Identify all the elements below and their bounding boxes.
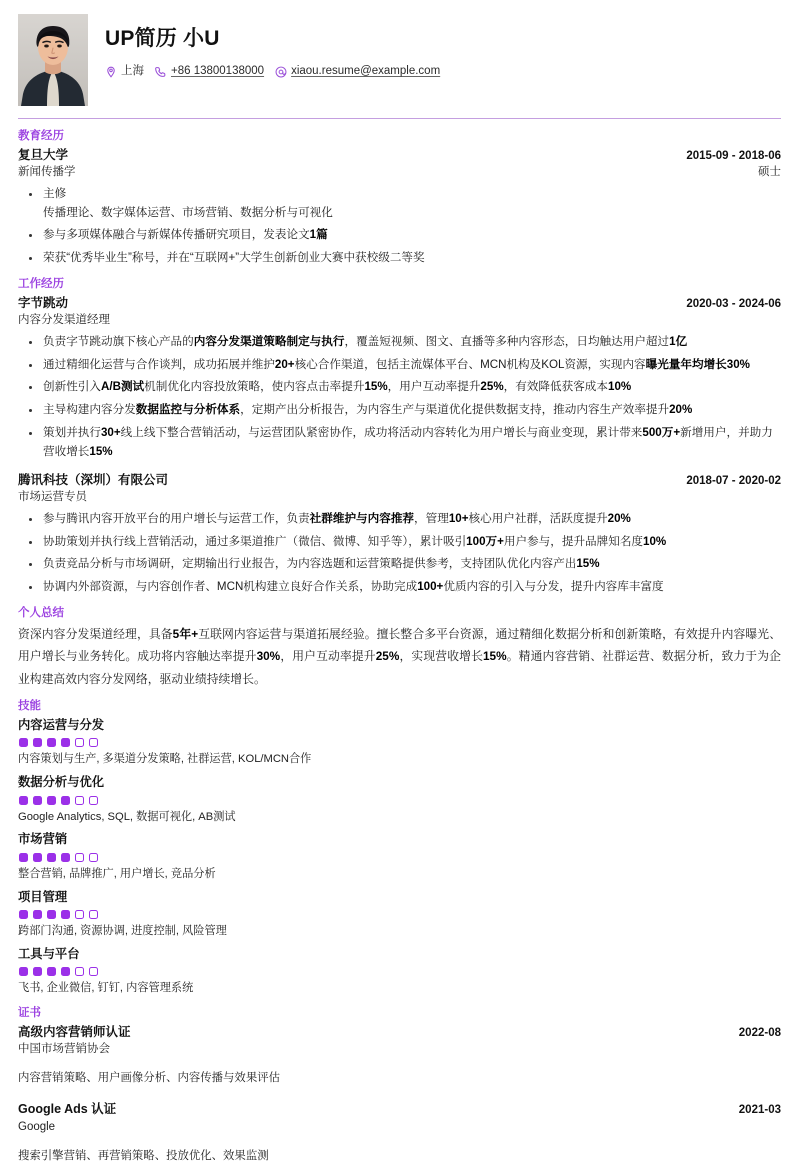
education-school: 复旦大学 bbox=[18, 147, 69, 162]
rating-dot-filled bbox=[19, 910, 28, 919]
skill-item bbox=[18, 945, 781, 997]
skill-description: 跨部门沟通, 资源协调, 进度控制, 风险管理 bbox=[18, 925, 227, 938]
education-entry bbox=[18, 146, 781, 268]
skill-rating bbox=[19, 738, 781, 747]
section-title-skills: 技能 bbox=[18, 700, 41, 713]
skill-rating bbox=[19, 910, 781, 919]
rating-dot-empty bbox=[75, 910, 84, 919]
education-major: 新闻传播学 bbox=[18, 166, 76, 179]
certificate-description: 内容营销策略、用户画像分析、内容传播与效果评估 bbox=[18, 1071, 280, 1084]
work-bullets bbox=[18, 510, 781, 597]
list-item: 参与腾讯内容开放平台的用户增长与运营工作，负责社群维护与内容推荐，管理10+核心用户社群，活跃度提升20% bbox=[18, 510, 781, 529]
list-item: 参与多项媒体融合与新媒体传播研究项目，发表论文1篇 bbox=[18, 226, 781, 245]
header-body bbox=[105, 14, 781, 79]
skill-name: 工具与平台 bbox=[18, 946, 80, 961]
rating-dot-filled bbox=[47, 967, 56, 976]
phone-icon bbox=[155, 66, 167, 78]
skill-name: 项目管理 bbox=[18, 889, 68, 904]
work-entry bbox=[18, 471, 781, 597]
list-item bbox=[18, 185, 781, 223]
work-date: 2020-03 - 2024-06 bbox=[686, 297, 781, 310]
education-bullets bbox=[18, 185, 781, 268]
resume-header bbox=[18, 14, 781, 116]
list-item: 负责字节跳动旗下核心产品的内容分发渠道策略制定与执行，覆盖短视频、图文、直播等多种内容形态，日均触达用户超过1亿 bbox=[18, 333, 781, 352]
skill-description: 飞书, 企业微信, 钉钉, 内容管理系统 bbox=[18, 982, 194, 995]
work-date: 2018-07 - 2020-02 bbox=[686, 474, 781, 487]
contact-phone[interactable] bbox=[155, 64, 264, 79]
skill-description: 整合营销, 品牌推广, 用户增长, 竞品分析 bbox=[18, 867, 216, 880]
rating-dot-empty bbox=[89, 967, 98, 976]
certificate-date: 2021-03 bbox=[738, 1104, 781, 1117]
list-item: 协调内外部资源，与内容创作者、MCN机构建立良好合作关系，协助完成100+优质内容的引入与分发，提升内容库丰富度 bbox=[18, 578, 781, 597]
section-certificates bbox=[18, 1006, 781, 1162]
rating-dot-filled bbox=[19, 853, 28, 862]
rating-dot-filled bbox=[61, 910, 70, 919]
contact-location bbox=[105, 64, 144, 79]
list-item: 协助策划并执行线上营销活动，通过多渠道推广（微信、微博、知乎等），累计吸引100万+用户参与，提升品牌知名度10% bbox=[18, 533, 781, 552]
certificate-issuer: Google bbox=[18, 1120, 56, 1133]
skill-item bbox=[18, 773, 781, 825]
certificate-date: 2022-08 bbox=[738, 1026, 781, 1039]
work-company: 字节跳动 bbox=[18, 295, 69, 310]
contact-email-text[interactable]: xiaou.resume@example.com bbox=[291, 65, 441, 78]
work-role: 内容分发渠道经理 bbox=[18, 314, 110, 327]
rating-dot-filled bbox=[19, 967, 28, 976]
list-item: 策划并执行30+线上线下整合营销活动，与运营团队紧密协作，成功将活动内容转化为用户增长与商业变现，累计带来500万+新增用户，并助力营收增长15% bbox=[18, 424, 781, 462]
skill-item bbox=[18, 888, 781, 940]
rating-dot-filled bbox=[47, 738, 56, 747]
rating-dot-filled bbox=[33, 967, 42, 976]
rating-dot-filled bbox=[33, 796, 42, 805]
rating-dot-empty bbox=[89, 910, 98, 919]
rating-dot-empty bbox=[75, 967, 84, 976]
rating-dot-filled bbox=[33, 738, 42, 747]
rating-dot-filled bbox=[19, 796, 28, 805]
skill-rating bbox=[19, 796, 781, 805]
rating-dot-filled bbox=[33, 910, 42, 919]
certificate-description: 搜索引擎营销、再营销策略、投放优化、效果监测 bbox=[18, 1149, 269, 1162]
skill-description: 内容策划与生产, 多渠道分发策略, 社群运营, KOL/MCN合作 bbox=[18, 753, 312, 766]
rating-dot-empty bbox=[89, 853, 98, 862]
rating-dot-filled bbox=[61, 853, 70, 862]
page-title: UP简历 小U bbox=[105, 27, 220, 50]
skill-item bbox=[18, 716, 781, 768]
rating-dot-filled bbox=[33, 853, 42, 862]
avatar bbox=[18, 14, 88, 106]
header-divider bbox=[18, 118, 781, 119]
work-company: 腾讯科技（深圳）有限公司 bbox=[18, 472, 169, 487]
bullet-lead: 主修 bbox=[43, 186, 67, 200]
bullet-sub: 传播理论、数字媒体运营、市场营销、数据分析与可视化 bbox=[43, 205, 333, 219]
summary-text: 资深内容分发渠道经理，具备5年+互联网内容运营与渠道拓展经验。擅长整合多平台资源，通过精细化数据分析和创新策略，有效提升内容曝光、用户增长与业务转化。成功将内容触达率提升30%，用户互动率提升25%，实现营收增长15%。精通内容营销、社群运营、数据分析，致力于为企业构建高效内容分发网络，驱动业绩持续增长。 bbox=[18, 626, 781, 686]
rating-dot-filled bbox=[19, 738, 28, 747]
skill-name: 市场营销 bbox=[18, 832, 68, 847]
section-education bbox=[18, 129, 781, 268]
contact-location-text: 上海 bbox=[121, 65, 144, 78]
rating-dot-filled bbox=[61, 796, 70, 805]
rating-dot-filled bbox=[61, 738, 70, 747]
rating-dot-empty bbox=[75, 853, 84, 862]
skill-rating bbox=[19, 967, 781, 976]
certificate-issuer: 中国市场营销协会 bbox=[18, 1043, 110, 1056]
contact-phone-text[interactable]: +86 13800138000 bbox=[171, 65, 265, 78]
certificate-name: Google Ads 认证 bbox=[18, 1102, 117, 1117]
skill-rating bbox=[19, 853, 781, 862]
section-title-summary: 个人总结 bbox=[18, 607, 64, 619]
work-bullets bbox=[18, 333, 781, 462]
education-degree: 硕士 bbox=[758, 166, 781, 179]
rating-dot-empty bbox=[89, 738, 98, 747]
work-entry bbox=[18, 294, 781, 462]
contact-email[interactable] bbox=[275, 64, 440, 79]
certificate-entry bbox=[18, 1023, 781, 1088]
skill-description: Google Analytics, SQL, 数据可视化, AB测试 bbox=[18, 810, 236, 823]
section-title-certificates: 证书 bbox=[18, 1007, 41, 1020]
section-work bbox=[18, 277, 781, 597]
list-item: 主导构建内容分发数据监控与分析体系，定期产出分析报告，为内容生产与渠道优化提供数据支持，推动内容生产效率提升20% bbox=[18, 401, 781, 420]
work-role: 市场运营专员 bbox=[18, 491, 87, 504]
list-item: 通过精细化运营与合作谈判，成功拓展并维护20+核心合作渠道，包括主流媒体平台、MCN机构及KOL资源，实现内容曝光量年均增长30% bbox=[18, 356, 781, 375]
contact-list bbox=[105, 64, 781, 79]
email-at-icon bbox=[275, 66, 287, 78]
skill-item bbox=[18, 830, 781, 882]
skill-name: 数据分析与优化 bbox=[18, 775, 105, 790]
skill-name: 内容运营与分发 bbox=[18, 717, 105, 732]
section-summary bbox=[18, 606, 781, 690]
certificate-name: 高级内容营销师认证 bbox=[18, 1024, 131, 1039]
list-item: 负责竞品分析与市场调研，定期输出行业报告，为内容选题和运营策略提供参考，支持团队优化内容产出15% bbox=[18, 555, 781, 574]
rating-dot-empty bbox=[89, 796, 98, 805]
section-skills bbox=[18, 699, 781, 997]
rating-dot-empty bbox=[75, 738, 84, 747]
list-item: 荣获“优秀毕业生”称号，并在“互联网+”大学生创新创业大赛中获校级二等奖 bbox=[18, 249, 781, 268]
location-pin-icon bbox=[105, 66, 117, 78]
education-date: 2015-09 - 2018-06 bbox=[686, 149, 781, 162]
list-item: 创新性引入A/B测试机制优化内容投放策略，使内容点击率提升15%，用户互动率提升25%，有效降低获客成本10% bbox=[18, 378, 781, 397]
rating-dot-filled bbox=[61, 967, 70, 976]
section-title-education: 教育经历 bbox=[18, 130, 64, 142]
certificate-entry bbox=[18, 1100, 781, 1162]
rating-dot-filled bbox=[47, 910, 56, 919]
rating-dot-filled bbox=[47, 796, 56, 805]
section-title-work: 工作经历 bbox=[18, 277, 64, 290]
rating-dot-filled bbox=[47, 853, 56, 862]
rating-dot-empty bbox=[75, 796, 84, 805]
